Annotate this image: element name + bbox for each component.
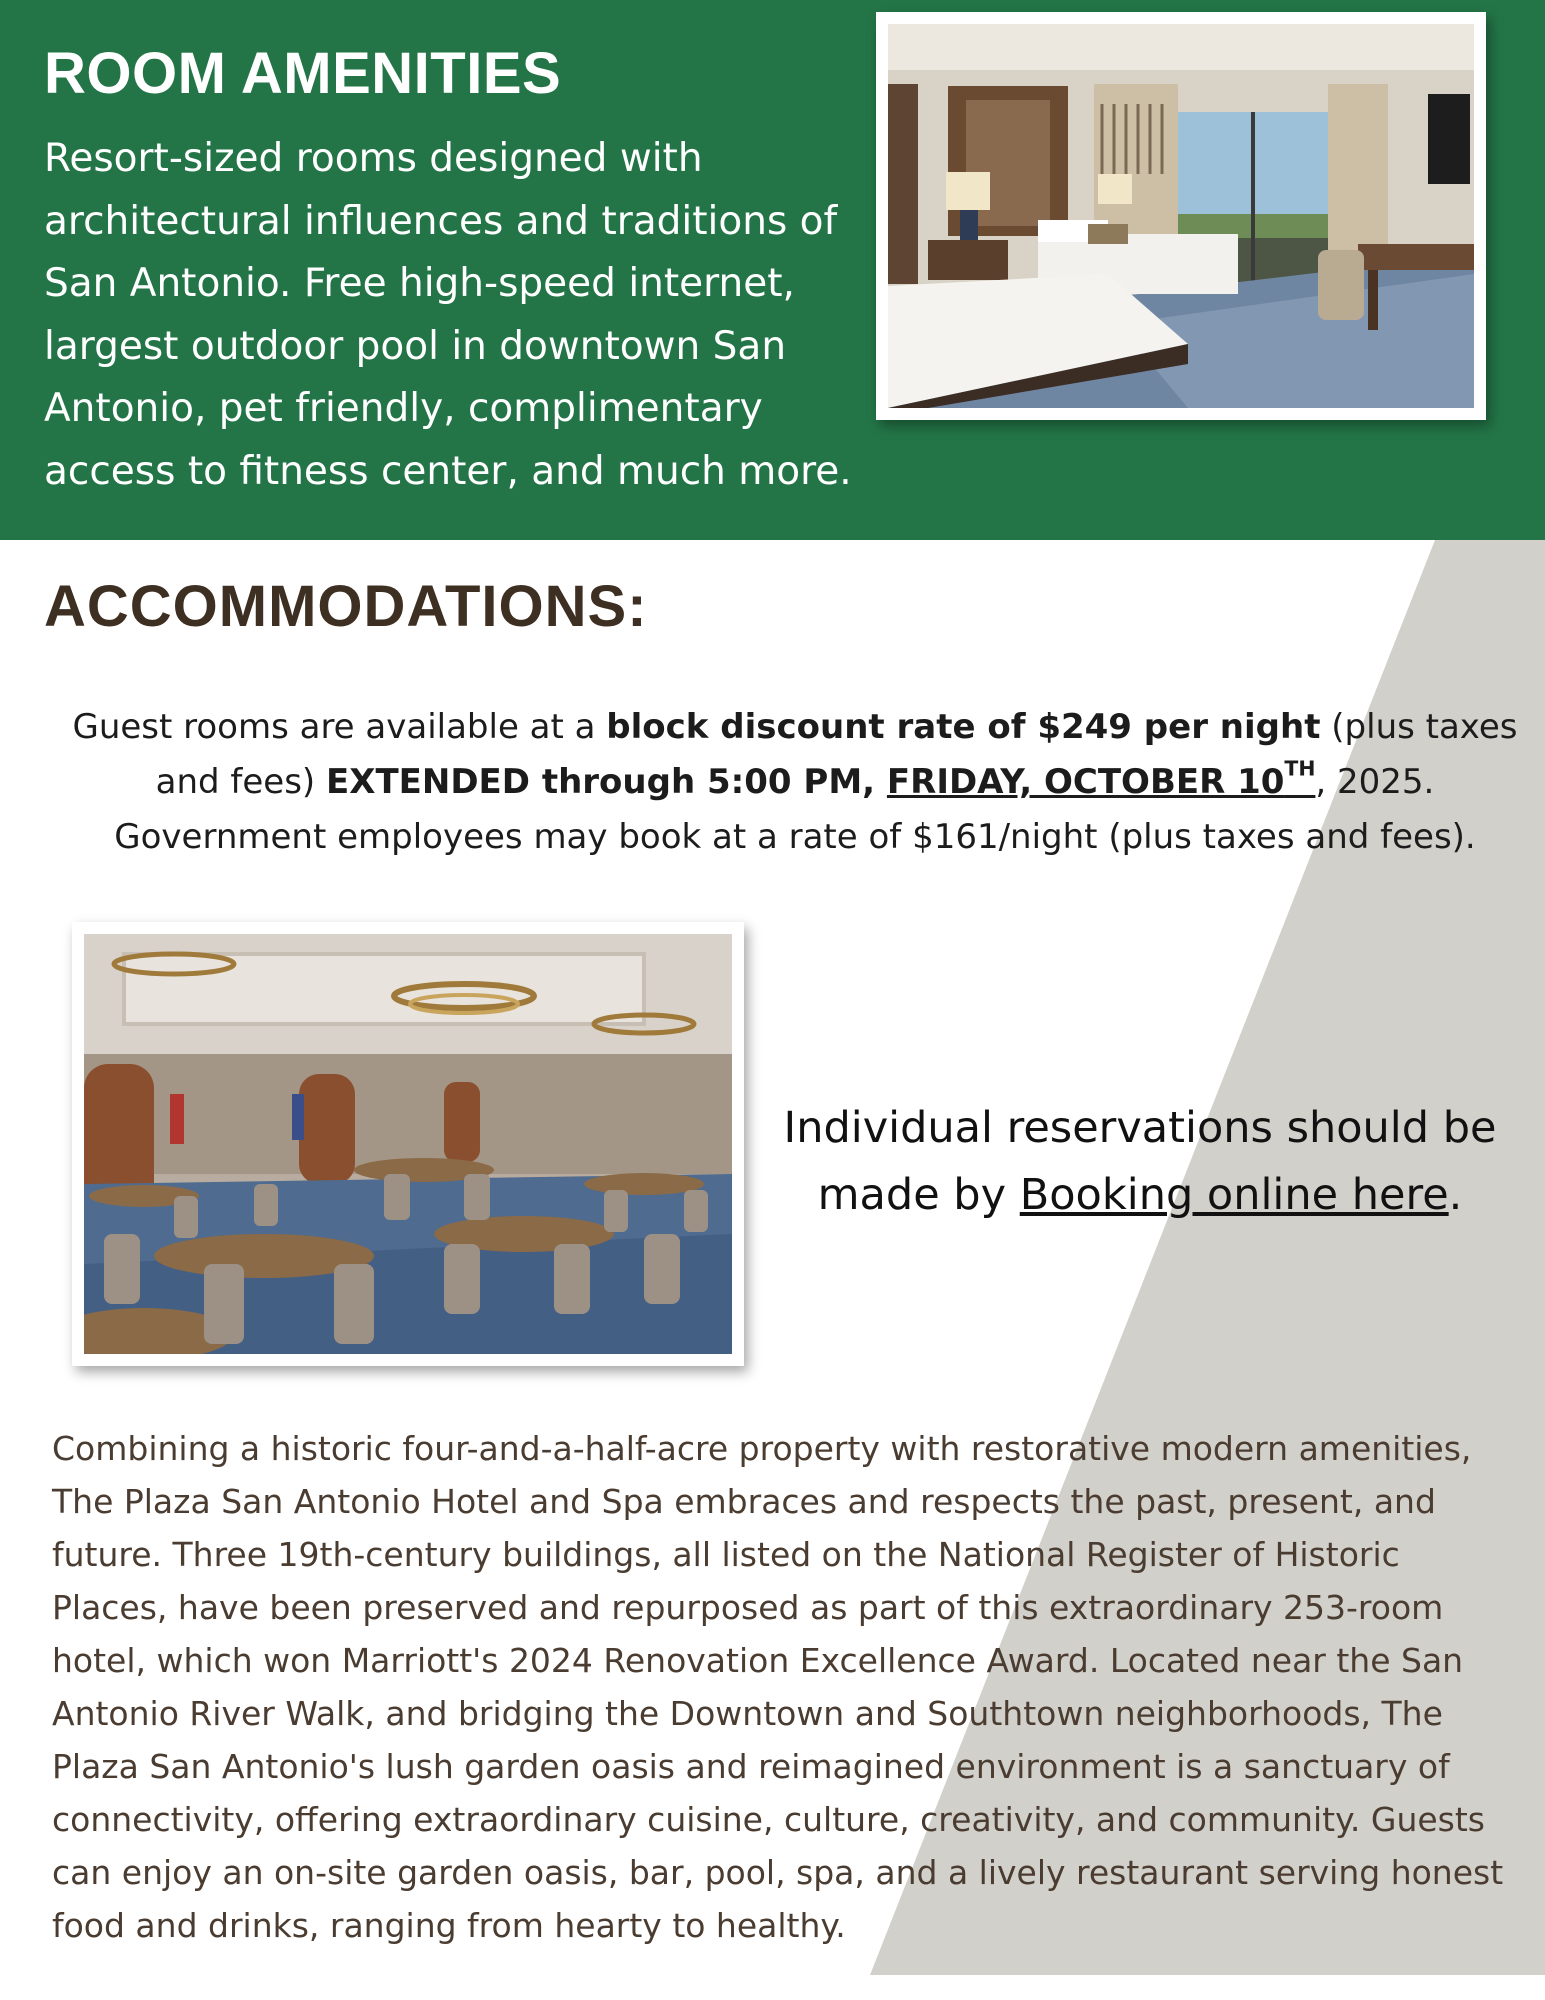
hotel-room-photo bbox=[876, 12, 1486, 420]
booking-online-link[interactable]: Booking online here bbox=[1019, 1170, 1449, 1220]
deadline-date: FRIDAY, OCTOBER 10 bbox=[886, 762, 1285, 802]
room-amenities-title: ROOM AMENITIES bbox=[44, 41, 562, 106]
reservation-instructions bbox=[780, 1095, 1500, 1229]
deadline-text bbox=[886, 756, 1316, 802]
accommodations-rate-info bbox=[50, 700, 1540, 865]
year-text: , 2025. bbox=[1315, 762, 1435, 802]
taxes-fees-text: (plus taxes and fees) bbox=[155, 707, 1518, 802]
room-amenities-description: Resort-sized rooms designed with architectural influences and traditions of San Antonio. Free high-speed internet, largest outdoor pool in downtown San Antonio, pet friendly, complimentary access to fitness center, and much more. bbox=[44, 136, 852, 494]
hotel-description: Combining a historic four-and-a-half-acre property with restorative modern amenities, The Plaza San Antonio Hotel and Spa embraces and respects the past, present, and future. Three 19th-century buildings, all listed on the National Register of Historic Places, have been preserved and repurposed as part of this extraordinary 253-room hotel, which won Marriott's 2024 Renovation Excellence Award. Located near the San Antonio River Walk, and bridging the Downtown and Southtown neighborhoods, The Plaza San Antonio's lush garden oasis and reimagined environment is a sanctuary of connectivity, offering extraordinary cuisine, culture, creativity, and community. Guests can enjoy an on-site garden oasis, bar, pool, spa, and a lively restaurant serving honest food and drinks, ranging from hearty to healthy. bbox=[52, 1429, 1504, 1945]
rate-intro-text: Guest rooms are available at a bbox=[72, 707, 607, 747]
accommodations-title: ACCOMMODATIONS: bbox=[44, 574, 648, 639]
reservation-prefix: Individual reservations should be made by bbox=[783, 1103, 1497, 1220]
ballroom-photo bbox=[72, 922, 744, 1366]
block-rate-text: block discount rate of $249 per night bbox=[606, 707, 1321, 747]
deadline-ordinal: TH bbox=[1284, 756, 1316, 781]
block-rate-paragraph bbox=[50, 700, 1540, 810]
reservation-suffix: . bbox=[1448, 1170, 1463, 1220]
extended-text: EXTENDED through 5:00 PM, bbox=[326, 762, 887, 802]
government-rate-text: Government employees may book at a rate of $161/night (plus taxes and fees). bbox=[114, 817, 1476, 857]
room-amenities-section bbox=[0, 0, 1545, 540]
